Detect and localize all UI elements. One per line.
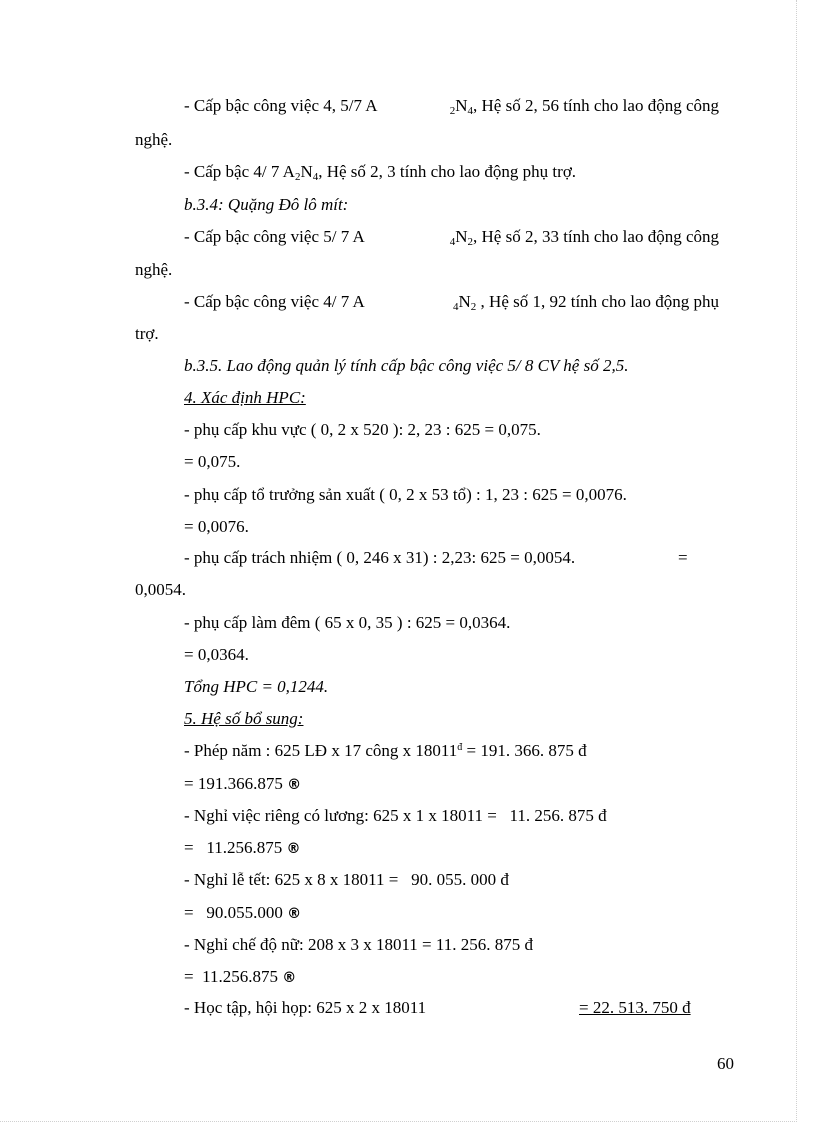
text-line: - Nghỉ chế độ nữ: 208 x 3 x 18011 = 11. 256. 875 đ [184,935,534,954]
text-line: - Cấp bậc công việc 5/ 7 A $_4N_2$, Hệ số 2, 33 tính cho lao động công [184,227,719,248]
text-line: nghệ. [135,260,173,279]
text-line: nghệ. [135,130,173,149]
section-heading: 5. Hệ số bổ sung: [184,709,304,728]
text-line: - Cấp bậc 4/ 7 $A_2N_4$, Hệ số 2, 3 tính cho lao động phụ trợ. [184,162,577,183]
text-line: = 90.055.000 ® [184,903,302,922]
text-line: - Phép năm : 625 LĐ x 17 công x $18011^đ = 191$. 366. 875 đ [184,741,587,760]
amount-total: = 22. 513. 750 đ [579,998,691,1017]
section-heading: b.3.4: Quặng Đô lô mít: [184,195,349,214]
text-line: = 191.366.875 ® [184,774,302,793]
text-line: - Nghỉ việc riêng có lương: 625 x 1 x 18011 = 11. 256. 875 đ [184,806,607,825]
page-number: 60 [717,1054,734,1073]
text-line: = 11.256.875 ® [184,967,297,986]
text-line: 0,0054. [135,580,186,599]
section-heading: 4. Xác định HPC: [184,388,306,407]
text-line: = 0,0076. [184,517,249,536]
text-line: - phụ cấp làm đêm ( 65 x 0, 35 ) : 625 = 0,0364. [184,613,511,632]
text-line: trợ. [135,324,159,343]
text-line: = 0,0364. [184,645,249,664]
text-fragment: = [678,548,688,567]
text-line: - Nghỉ lễ tết: 625 x 8 x 18011 = 90. 055. 000 đ [184,870,509,889]
text-line: - Học tập, hội họp: 625 x 2 x 18011 [184,998,427,1017]
section-heading: b.3.5. Lao động quản lý tính cấp bậc công việc 5/ 8 CV hệ số 2,5. [184,356,629,375]
text-line: - phụ cấp khu vực ( 0, 2 x 520 ): 2, 23 : 625 = 0,075. [184,420,541,439]
text-line: = 0,075. [184,452,241,471]
total-line: Tổng HPC = 0,1244. [184,677,329,696]
text-line: - phụ cấp trách nhiệm ( 0, 246 x 31) : 2,23: 625 = 0,0054. [184,548,576,567]
text-line: - Cấp bậc công việc 4/ 7 A $_4N_2$ , Hệ số 1, 92 tính cho lao động phụ [184,292,719,313]
text-line: - phụ cấp tổ trưởng sản xuất ( 0, 2 x 53 tổ) : 1, 23 : 625 = 0,0076. [184,485,627,504]
text-line: - Cấp bậc công việc 4, 5/7 A $_2N_4$, Hệ số 2, 56 tính cho lao động công [184,96,719,117]
text-line: = 11.256.875 ® [184,838,301,857]
